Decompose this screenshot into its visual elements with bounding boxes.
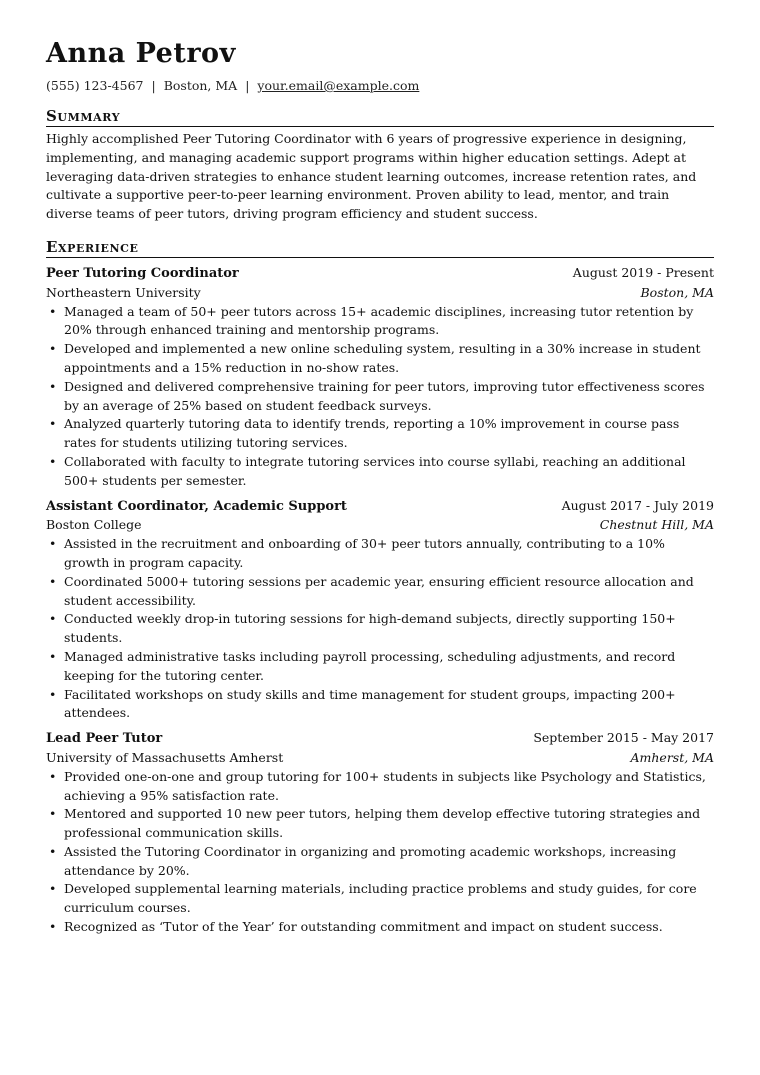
bullet-text: Developed and implemented a new online scheduling system, resulting in a 30% increase in student appointments and a 15% reduction in no-show rates.: [64, 341, 701, 375]
bullet-icon: •: [49, 303, 57, 319]
bullet-text: Developed supplemental learning materials, including practice problems and study guides, for core curriculum courses.: [64, 881, 697, 916]
job-dates: August 2017 - July 2019: [561, 497, 714, 513]
job-dates: August 2019 - Present: [572, 264, 714, 280]
location-text: Boston, MA: [163, 78, 238, 93]
job-entry: [46, 729, 714, 937]
bullet-text: Mentored and supported 10 new peer tutors, helping them develop effective tutoring strategies and professional communication skills.: [64, 806, 701, 841]
bullet-item: [46, 768, 714, 806]
bullet-text: Recognized as ‘Tutor of the Year’ for outstanding commitment and impact on student success.: [64, 919, 663, 935]
bullet-item: [46, 610, 714, 648]
bullet-text: Facilitated workshops on study skills and time management for student groups, impacting 200+ attendees.: [64, 686, 676, 721]
bullet-item: [46, 340, 714, 378]
bullet-text: Assisted in the recruitment and onboarding of 30+ peer tutors annually, contributing to a 10% growth in program capacity.: [64, 536, 665, 570]
bullet-icon: •: [49, 881, 57, 897]
bullet-text: Designed and delivered comprehensive training for peer tutors, improving tutor effectiveness scores by an average of 25% based on student feedback surveys.: [64, 378, 705, 413]
bullet-icon: •: [49, 378, 57, 394]
email-link[interactable]: your.email@example.com: [257, 78, 420, 93]
bullet-item: [46, 303, 714, 341]
job-organization: Northeastern University: [46, 284, 201, 300]
bullet-icon: •: [49, 453, 57, 469]
bullet-icon: •: [49, 341, 57, 357]
candidate-name: Anna Petrov: [46, 38, 236, 69]
bullet-item: [46, 573, 714, 611]
resume-page: [46, 38, 714, 937]
job-title: Peer Tutoring Coordinator: [46, 265, 239, 281]
bullet-item: [46, 686, 714, 724]
job-title-row: [46, 729, 714, 749]
job-location: Amherst, MA: [630, 749, 714, 765]
bullet-item: [46, 415, 714, 453]
contact-line: [46, 78, 714, 94]
bullet-item: [46, 648, 714, 686]
job-org-row: [46, 516, 714, 535]
job-bullets: [46, 768, 714, 937]
bullet-item: [46, 843, 714, 881]
bullet-icon: •: [49, 768, 57, 784]
job-location: Boston, MA: [640, 284, 714, 300]
bullet-icon: •: [49, 686, 57, 702]
bullet-icon: •: [49, 919, 57, 935]
resume-header: [46, 38, 714, 94]
bullet-icon: •: [49, 648, 57, 664]
job-title: Assistant Coordinator, Academic Support: [46, 498, 347, 514]
bullet-item: [46, 453, 714, 491]
bullet-text: Managed a team of 50+ peer tutors across 15+ academic disciplines, increasing tutor retention by 20% through enhanced training and mentorship programs.: [64, 303, 694, 338]
summary-heading: Summary: [46, 107, 714, 127]
contact-separator: |: [245, 78, 250, 93]
bullet-text: Managed administrative tasks including payroll processing, scheduling adjustments, and record keeping for the tutoring center.: [64, 648, 676, 683]
bullet-item: [46, 918, 714, 937]
bullet-text: Coordinated 5000+ tutoring sessions per academic year, ensuring efficient resource allocation and student accessibility.: [64, 573, 694, 608]
job-entry: [46, 497, 714, 724]
experience-section: [46, 238, 714, 937]
bullet-icon: •: [49, 536, 57, 552]
job-organization: Boston College: [46, 517, 142, 533]
summary-text: Highly accomplished Peer Tutoring Coordinator with 6 years of progressive experience in designing, implementing, and managing academic support programs within higher education settings. Adept at leveraging data-driven strategies to enhance student learning outcomes, increase retention rates, and cultivate a supportive peer-to-peer learning environment. Proven ability to lead, mentor, and train diverse teams of peer tutors, driving program efficiency and student success.: [46, 131, 697, 222]
job-org-row: [46, 284, 714, 303]
job-dates: September 2015 - May 2017: [533, 730, 714, 746]
bullet-text: Conducted weekly drop-in tutoring sessions for high-demand subjects, directly supporting 150+ students.: [64, 611, 676, 646]
bullet-item: [46, 378, 714, 416]
job-organization: University of Massachusetts Amherst: [46, 749, 284, 765]
bullet-text: Assisted the Tutoring Coordinator in organizing and promoting academic workshops, increasing attendance by 20%.: [64, 843, 677, 878]
job-bullets: [46, 535, 714, 723]
phone-number: (555) 123-4567: [46, 78, 144, 93]
bullet-icon: •: [49, 611, 57, 627]
job-location: Chestnut Hill, MA: [599, 517, 714, 533]
experience-heading: Experience: [46, 238, 714, 258]
job-org-row: [46, 749, 714, 768]
bullet-icon: •: [49, 573, 57, 589]
bullet-item: [46, 880, 714, 918]
job-title: Lead Peer Tutor: [46, 731, 163, 747]
bullet-icon: •: [49, 843, 57, 859]
summary-section: [46, 107, 714, 224]
bullet-item: [46, 535, 714, 573]
job-entry: [46, 264, 714, 491]
bullet-icon: •: [49, 416, 57, 432]
contact-separator: |: [151, 78, 156, 93]
bullet-text: Collaborated with faculty to integrate tutoring services into course syllabi, reaching an additional 500+ students per semester.: [64, 453, 686, 488]
bullet-text: Provided one-on-one and group tutoring for 100+ students in subjects like Psychology and Statistics, achieving a 95% satisfaction rate.: [64, 768, 706, 803]
job-title-row: [46, 497, 714, 517]
job-bullets: [46, 303, 714, 491]
bullet-icon: •: [49, 806, 57, 822]
job-title-row: [46, 264, 714, 284]
bullet-text: Analyzed quarterly tutoring data to identify trends, reporting a 10% improvement in course pass rates for students utilizing tutoring services.: [64, 416, 680, 451]
bullet-item: [46, 805, 714, 843]
